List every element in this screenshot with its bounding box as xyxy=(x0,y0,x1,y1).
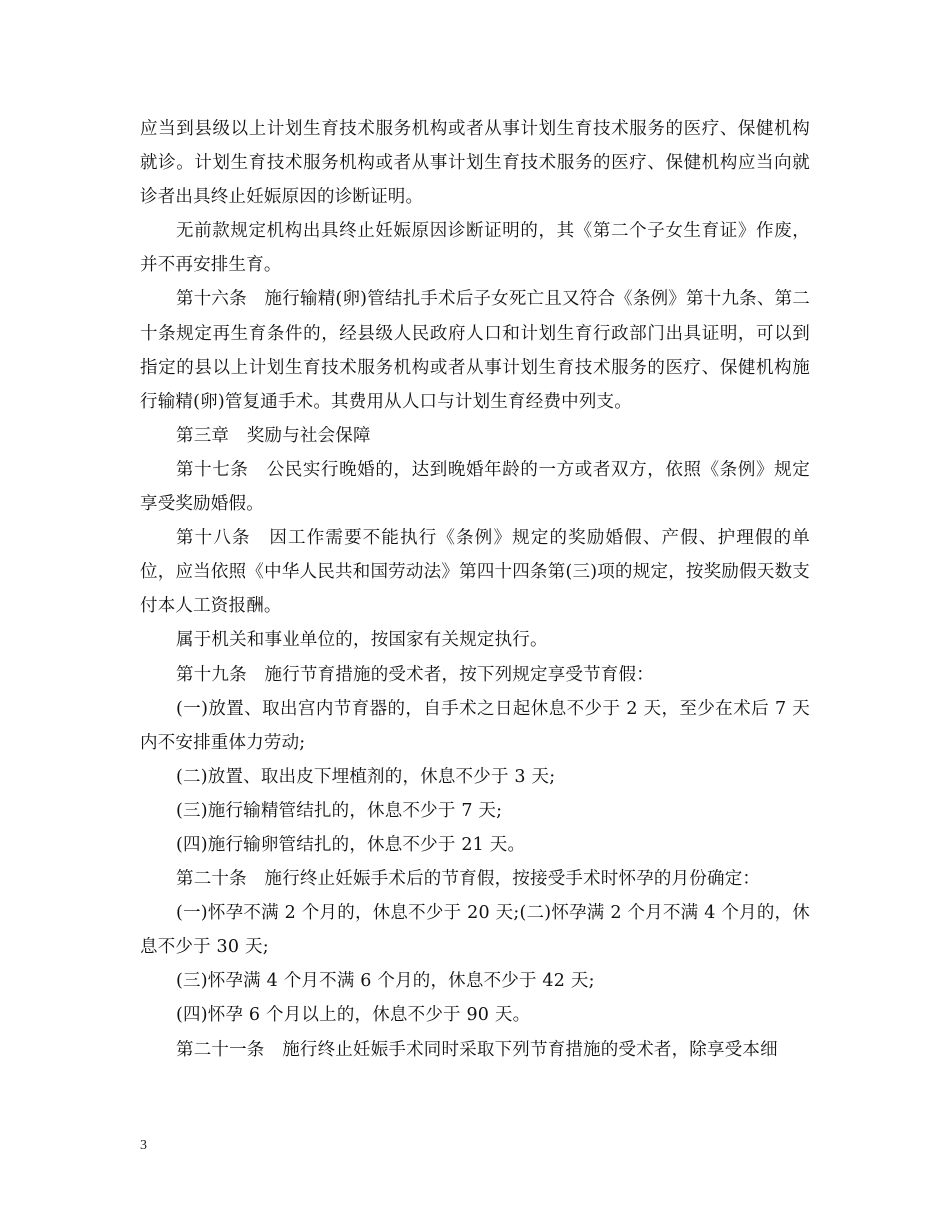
article-17-paragraph: 第十七条 公民实行晚婚的，达到晚婚年龄的一方或者双方，依照《条例》规定享受奖励婚假。 xyxy=(140,459,810,515)
list-item: (四)怀孕 6 个月以上的，休息不少于 90 天。 xyxy=(176,1005,531,1026)
list-item: (二)放置、取出皮下埋植剂的，休息不少于 3 天; xyxy=(176,766,556,787)
list-item: (三)施行输精管结扎的，休息不少于 7 天; xyxy=(176,800,503,821)
chapter-heading: 第三章 奖励与社会保障 xyxy=(176,425,371,446)
list-item: (一)怀孕不满 2 个月的，休息不少于 20 天;(二)怀孕满 2 个月不满 4 个月的，休息不少于 30 天; xyxy=(140,903,810,958)
article-21-paragraph: 第二十一条 施行终止妊娠手术同时采取下列节育措施的受术者，除享受本细 xyxy=(176,1039,778,1060)
list-item: (一)放置、取出宫内节育器的，自手术之日起休息不少于 2 天，至少在术后 7 天内不安排重体力劳动; xyxy=(140,698,810,753)
list-item: (四)施行输卵管结扎的，休息不少于 21 天。 xyxy=(176,834,526,855)
document-body xyxy=(140,112,810,1067)
paragraph: 属于机关和事业单位的，按国家有关规定执行。 xyxy=(176,630,548,651)
list-item: (三)怀孕满 4 个月不满 6 个月的，休息不少于 42 天; xyxy=(176,971,595,992)
paragraph: 应当到县级以上计划生育技术服务机构或者从事计划生育技术服务的医疗、保健机构就诊。计划生育技术服务机构或者从事计划生育技术服务的医疗、保健机构应当向就诊者出具终止妊娠原因的诊断证明。 xyxy=(140,119,810,208)
article-18-paragraph: 第十八条 因工作需要不能执行《条例》规定的奖励婚假、产假、护理假的单位，应当依照《中华人民共和国劳动法》第四十四条第(三)项的规定，按奖励假天数支付本人工资报酬。 xyxy=(140,528,810,617)
paragraph: 无前款规定机构出具终止妊娠原因诊断证明的，其《第二个子女生育证》作废，并不再安排生育。 xyxy=(140,221,810,276)
article-16-paragraph: 第十六条 施行输精(卵)管结扎手术后子女死亡且又符合《条例》第十九条、第二十条规定再生育条件的，经县级人民政府人口和计划生育行政部门出具证明，可以到指定的县以上计划生育技术服务机构或者从事计划生育技术服务的医疗、保健机构施行输精(卵)管复通手术。其费用从人口与计划生育经费中列支。 xyxy=(140,289,810,412)
article-19-paragraph: 第十九条 施行节育措施的受术者，按下列规定享受节育假： xyxy=(176,664,654,685)
article-20-paragraph: 第二十条 施行终止妊娠手术后的节育假，按接受手术时怀孕的月份确定： xyxy=(176,869,761,890)
page-number: 3 xyxy=(140,1138,147,1153)
